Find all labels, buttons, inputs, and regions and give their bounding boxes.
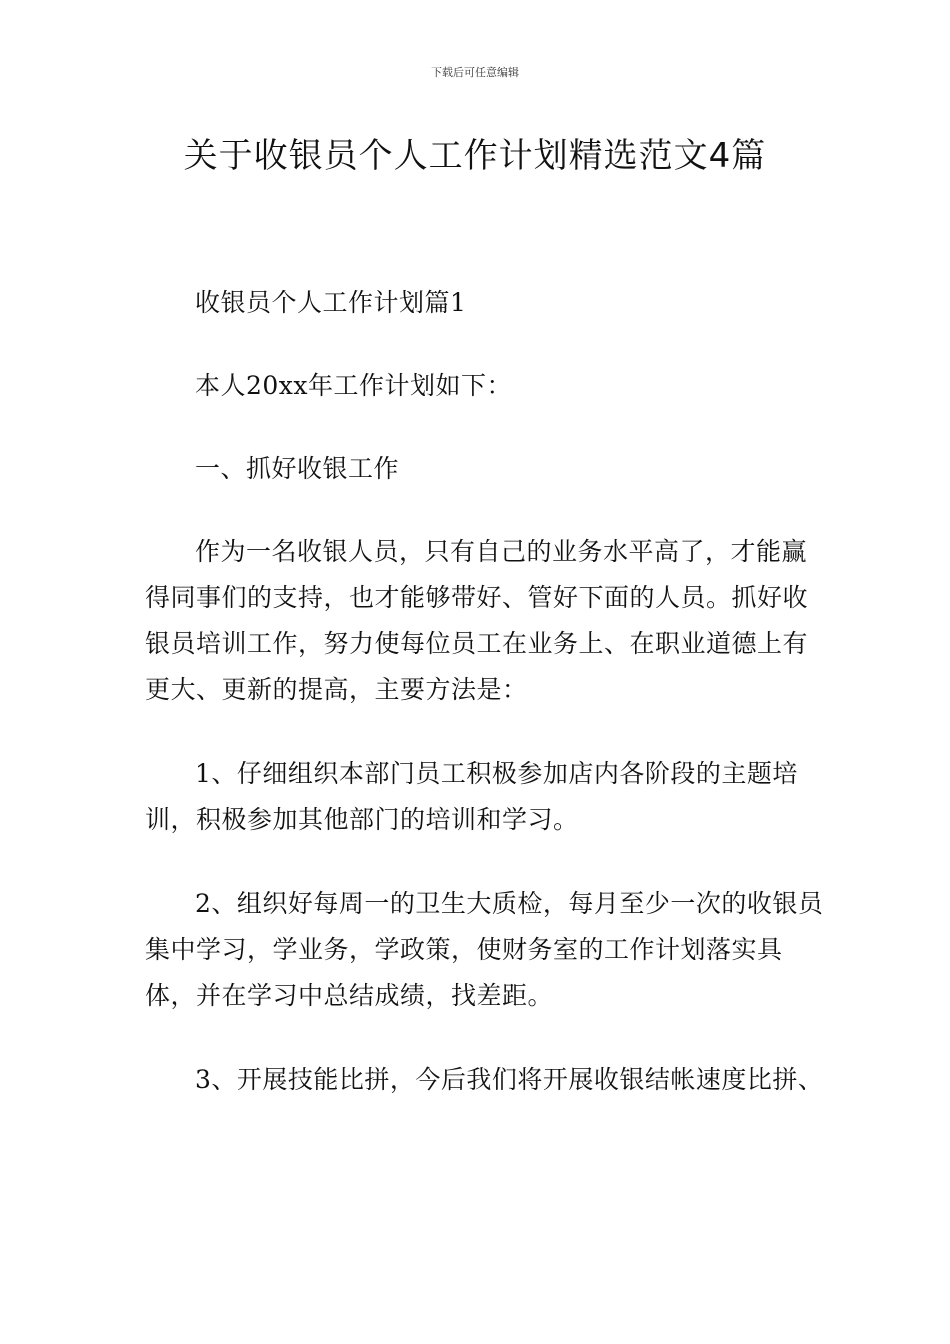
body-paragraph: 作为一名收银人员，只有自己的业务水平高了，才能赢得同事们的支持，也才能够带好、管好下面的人员。抓好收银员培训工作，努力使每位员工在业务上、在职业道德上有更大、更新的提高，主要方法是： — [145, 537, 809, 704]
list-item-2: 2、组织好每周一的卫生大质检，每月至少一次的收银员集中学习，学业务，学政策，使财务室的工作计划落实具体，并在学习中总结成绩，找差距。 — [145, 889, 824, 1010]
intro-paragraph: 本人20xx年工作计划如下： — [195, 371, 513, 400]
list-item-1: 1、仔细组织本部门员工积极参加店内各阶段的主题培训，积极参加其他部门的培训和学习。 — [145, 759, 798, 834]
document-body — [145, 280, 825, 1103]
document-title: 关于收银员个人工作计划精选范文4篇 — [183, 136, 767, 176]
section-heading: 收银员个人工作计划篇1 — [195, 288, 467, 317]
subsection-heading: 一、抓好收银工作 — [195, 454, 400, 483]
header-note: 下载后可任意编辑 — [431, 66, 519, 79]
list-item-3: 3、开展技能比拼，今后我们将开展收银结帐速度比拼、 — [195, 1065, 824, 1094]
